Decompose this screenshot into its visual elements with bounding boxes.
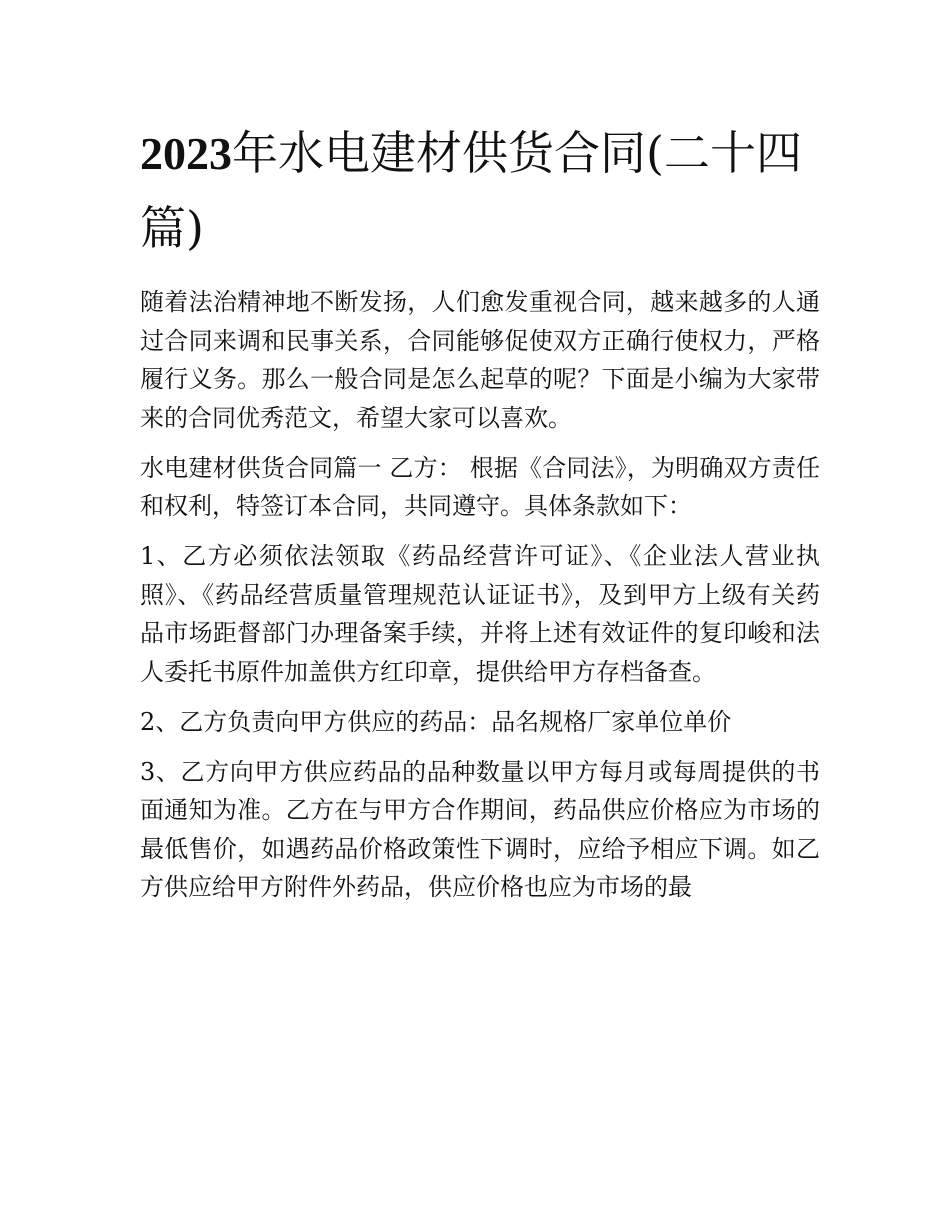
title-year: 2023 [140, 128, 232, 179]
contract-opening-paragraph: 水电建材供货合同篇一 乙方： 根据《合同法》，为明确双方责任和权利，特签订本合同，共同遵守。具体条款如下： [140, 453, 820, 520]
clause-2-paragraph: 2、乙方负责向甲方供应的药品：品名规格厂家单位单价 [140, 707, 732, 736]
intro-paragraph: 随着法治精神地不断发扬，人们愈发重视合同，越来越多的人通过合同来调和民事关系，合同能够促使双方正确行使权力，严格履行义务。那么一般合同是怎么起草的呢？下面是小编为大家带来的合同优秀范文，希望大家可以喜欢。 [140, 288, 820, 432]
clause-1-paragraph: 1、乙方必须依法领取《药品经营许可证》、《企业法人营业执照》、《药品经营质量管理规范认证证书》，及到甲方上级有关药品市场距督部门办理备案手续，并将上述有效证件的复印峻和法人委托书原件加盖供方红印章，提供给甲方存档备查。 [140, 542, 820, 686]
title-text: 年水电建材供货合同(二十四篇) [140, 126, 802, 255]
clause-3-paragraph: 3、乙方向甲方供应药品的品种数量以甲方每月或每周提供的书面通知为准。乙方在与甲方合作期间，药品供应价格应为市场的最低售价，如遇药品价格政策性下调时，应给予相应下调。如乙方供应给甲方附件外药品，供应价格也应为市场的最 [140, 757, 820, 901]
document-body [140, 283, 820, 918]
document-title [140, 116, 820, 265]
